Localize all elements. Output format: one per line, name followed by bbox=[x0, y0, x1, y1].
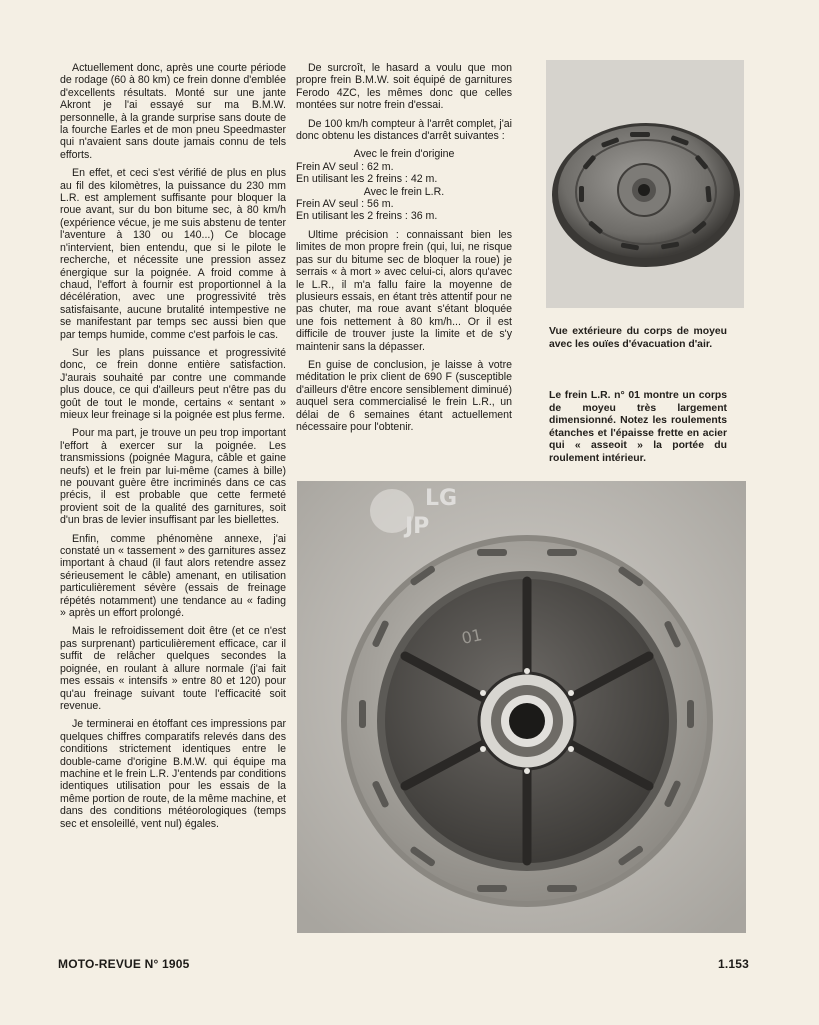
origin-both-brakes: En utilisant les 2 freins : 42 m. bbox=[296, 173, 438, 186]
paragraph: Je terminerai en étoffant ces impressions par quelques chiffres comparatifs relevés dans des conditions strictement identiques entre le double-came d'origine B.M.W. qui équipe ma machine et le frein L.R. J'entends par conditions identiques utilisation pour les essais de la même portion de route, de la même machine, et dans des conditions météorologiques (temps sec et ensoleillé, vent nul) égales. bbox=[60, 718, 286, 830]
paragraph: Mais le refroidissement doit être (et ce n'est pas surprenant) particulièrement efficace, car il suffit de relâcher quelques secondes la poignée, en roulant à allure normale (j'ai fait mes essais « intensifs » entre 80 et 120) pour qu'au freinage suivant toute l'efficacité soit revenue. bbox=[60, 625, 286, 712]
hub-exterior-photo bbox=[546, 60, 744, 308]
paragraph: Pour ma part, je trouve un peu trop important l'effort à exercer sur la poignée. Les transmissions (poignée Magura, câble et gaine neufs) et le frein par lui-même (cames à bille) ne pouvant guère être incriminés dans ce cas précis, il est probable que cette fermeté provient soit de la qualité des garnitures, soit d'un bras de levier insuffisant par les biellettes. bbox=[60, 427, 286, 527]
text-column-1 bbox=[60, 62, 286, 836]
paragraph: Actuellement donc, après une courte période de rodage (60 à 80 km) ce frein donne d'emblée d'excellents résultats. Monté sur une jante Akront je l'ai essayé sur ma B.M.W. personnelle, à la grande surprise sans doute de la fourche Earles et de mon pneu Speedmaster qui n'avaient sans doute jamais connu de tels efforts. bbox=[60, 62, 286, 161]
lr-front-only: Frein AV seul : 56 m. bbox=[296, 198, 394, 211]
hub-exterior-illustration bbox=[546, 60, 744, 308]
stopping-distance-table bbox=[296, 148, 512, 222]
paragraph: De surcroît, le hasard a voulu que mon propre frein B.M.W. soit équipé de garnitures Ferodo 4ZC, les mêmes donc que celles montées sur notre frein d'essai. bbox=[296, 62, 512, 112]
brake-hub-illustration bbox=[297, 481, 746, 933]
magazine-footer: MOTO-REVUE N° 1905 bbox=[58, 957, 190, 971]
text-column-2 bbox=[296, 62, 512, 439]
paragraph: En guise de conclusion, je laisse à votre méditation le prix client de 690 F (susceptible d'ailleurs d'être encore sensiblement diminué) auquel sera commercialisé le frein L.R., un délai de 6 semaines étant actuellement nécessaire pour l'obtenir. bbox=[296, 358, 512, 433]
lr-both-brakes: En utilisant les 2 freins : 36 m. bbox=[296, 210, 438, 223]
paragraph: Enfin, comme phénomène annexe, j'ai constaté un « tassement » des garnitures assez important à chaud (il faut alors retendre assez sérieusement le câble) amenant, en utilisation particulièrement sévère (essais de freinage répétés notamment) une tendance au « fading » après un effort prolongé. bbox=[60, 532, 286, 620]
page-number: 1.153 bbox=[718, 957, 750, 971]
watermark-top: LG bbox=[425, 486, 458, 511]
top-photo-caption: Vue extérieure du corps de moyeu avec les ouïes d'évacuation d'air. bbox=[549, 326, 727, 350]
brake-hub-photo bbox=[297, 481, 746, 933]
paragraph: De 100 km/h compteur à l'arrêt complet, j'ai donc obtenu les distances d'arrêt suivantes : bbox=[296, 117, 512, 143]
paragraph: En effet, et ceci s'est vérifié de plus en plus au fil des kilomètres, la puissance du 230 mm L.R. est amplement suffisante pour bloquer la roue avant, sur du bon bitume sec, à 80 km/h (expérience vécue, je me suis abstenu de tenter l'aventure à 130 ou 140...) Ce blocage n'intervient, bien entendu, que si le pilote le recherche, et nécessite une pression assez énergique sur la poignée. A froid comme à chaud, l'effort à fournir est proportionnel à la décélération, avec une progressivité très satisfaisante, aucune brutalité intempestive ne se manifestant par temps sec aussi bien que par temps humide, comme c'est parfois le cas. bbox=[60, 167, 286, 341]
lr-brake-heading: Avec le frein L.R. bbox=[363, 185, 445, 198]
origin-front-only: Frein AV seul : 62 m. bbox=[296, 160, 394, 173]
watermark-bottom: JP bbox=[405, 514, 430, 539]
paragraph: Sur les plans puissance et progressivité donc, ce frein donne entière satisfaction. J'aurais souhaité par contre une commande plus douce, ce qui d'ailleurs peut n'être pas du goût de tout le monde, certains « sentant » mieux leur freinage si la poignée est plus ferme. bbox=[60, 346, 286, 421]
big-photo-caption: Le frein L.R. n° 01 montre un corps de moyeu très largement dimensionné. Notez les roulements étanches et l'épaisse frette en acier qui « asseoit » la portée du roulement intérieur. bbox=[549, 390, 727, 464]
origin-brake-heading: Avec le frein d'origine bbox=[353, 148, 455, 161]
hub-number: 01 bbox=[459, 625, 484, 648]
paragraph: Ultime précision : connaissant bien les limites de mon propre frein (qui, lui, ne risque pas sur du bitume sec de bloquer la roue) je serrais « à mort » avec celui-ci, alors qu'avec le L.R., il m'a fallu faire la moyenne de plusieurs essais, en étant très attentif pour ne pas chuter, ma roue avant s'étant bloquée une fois nettement à 80 km/h... Or il est difficile de trouver juste la limite et de s'y maintenir sans la dépasser. bbox=[296, 228, 512, 353]
